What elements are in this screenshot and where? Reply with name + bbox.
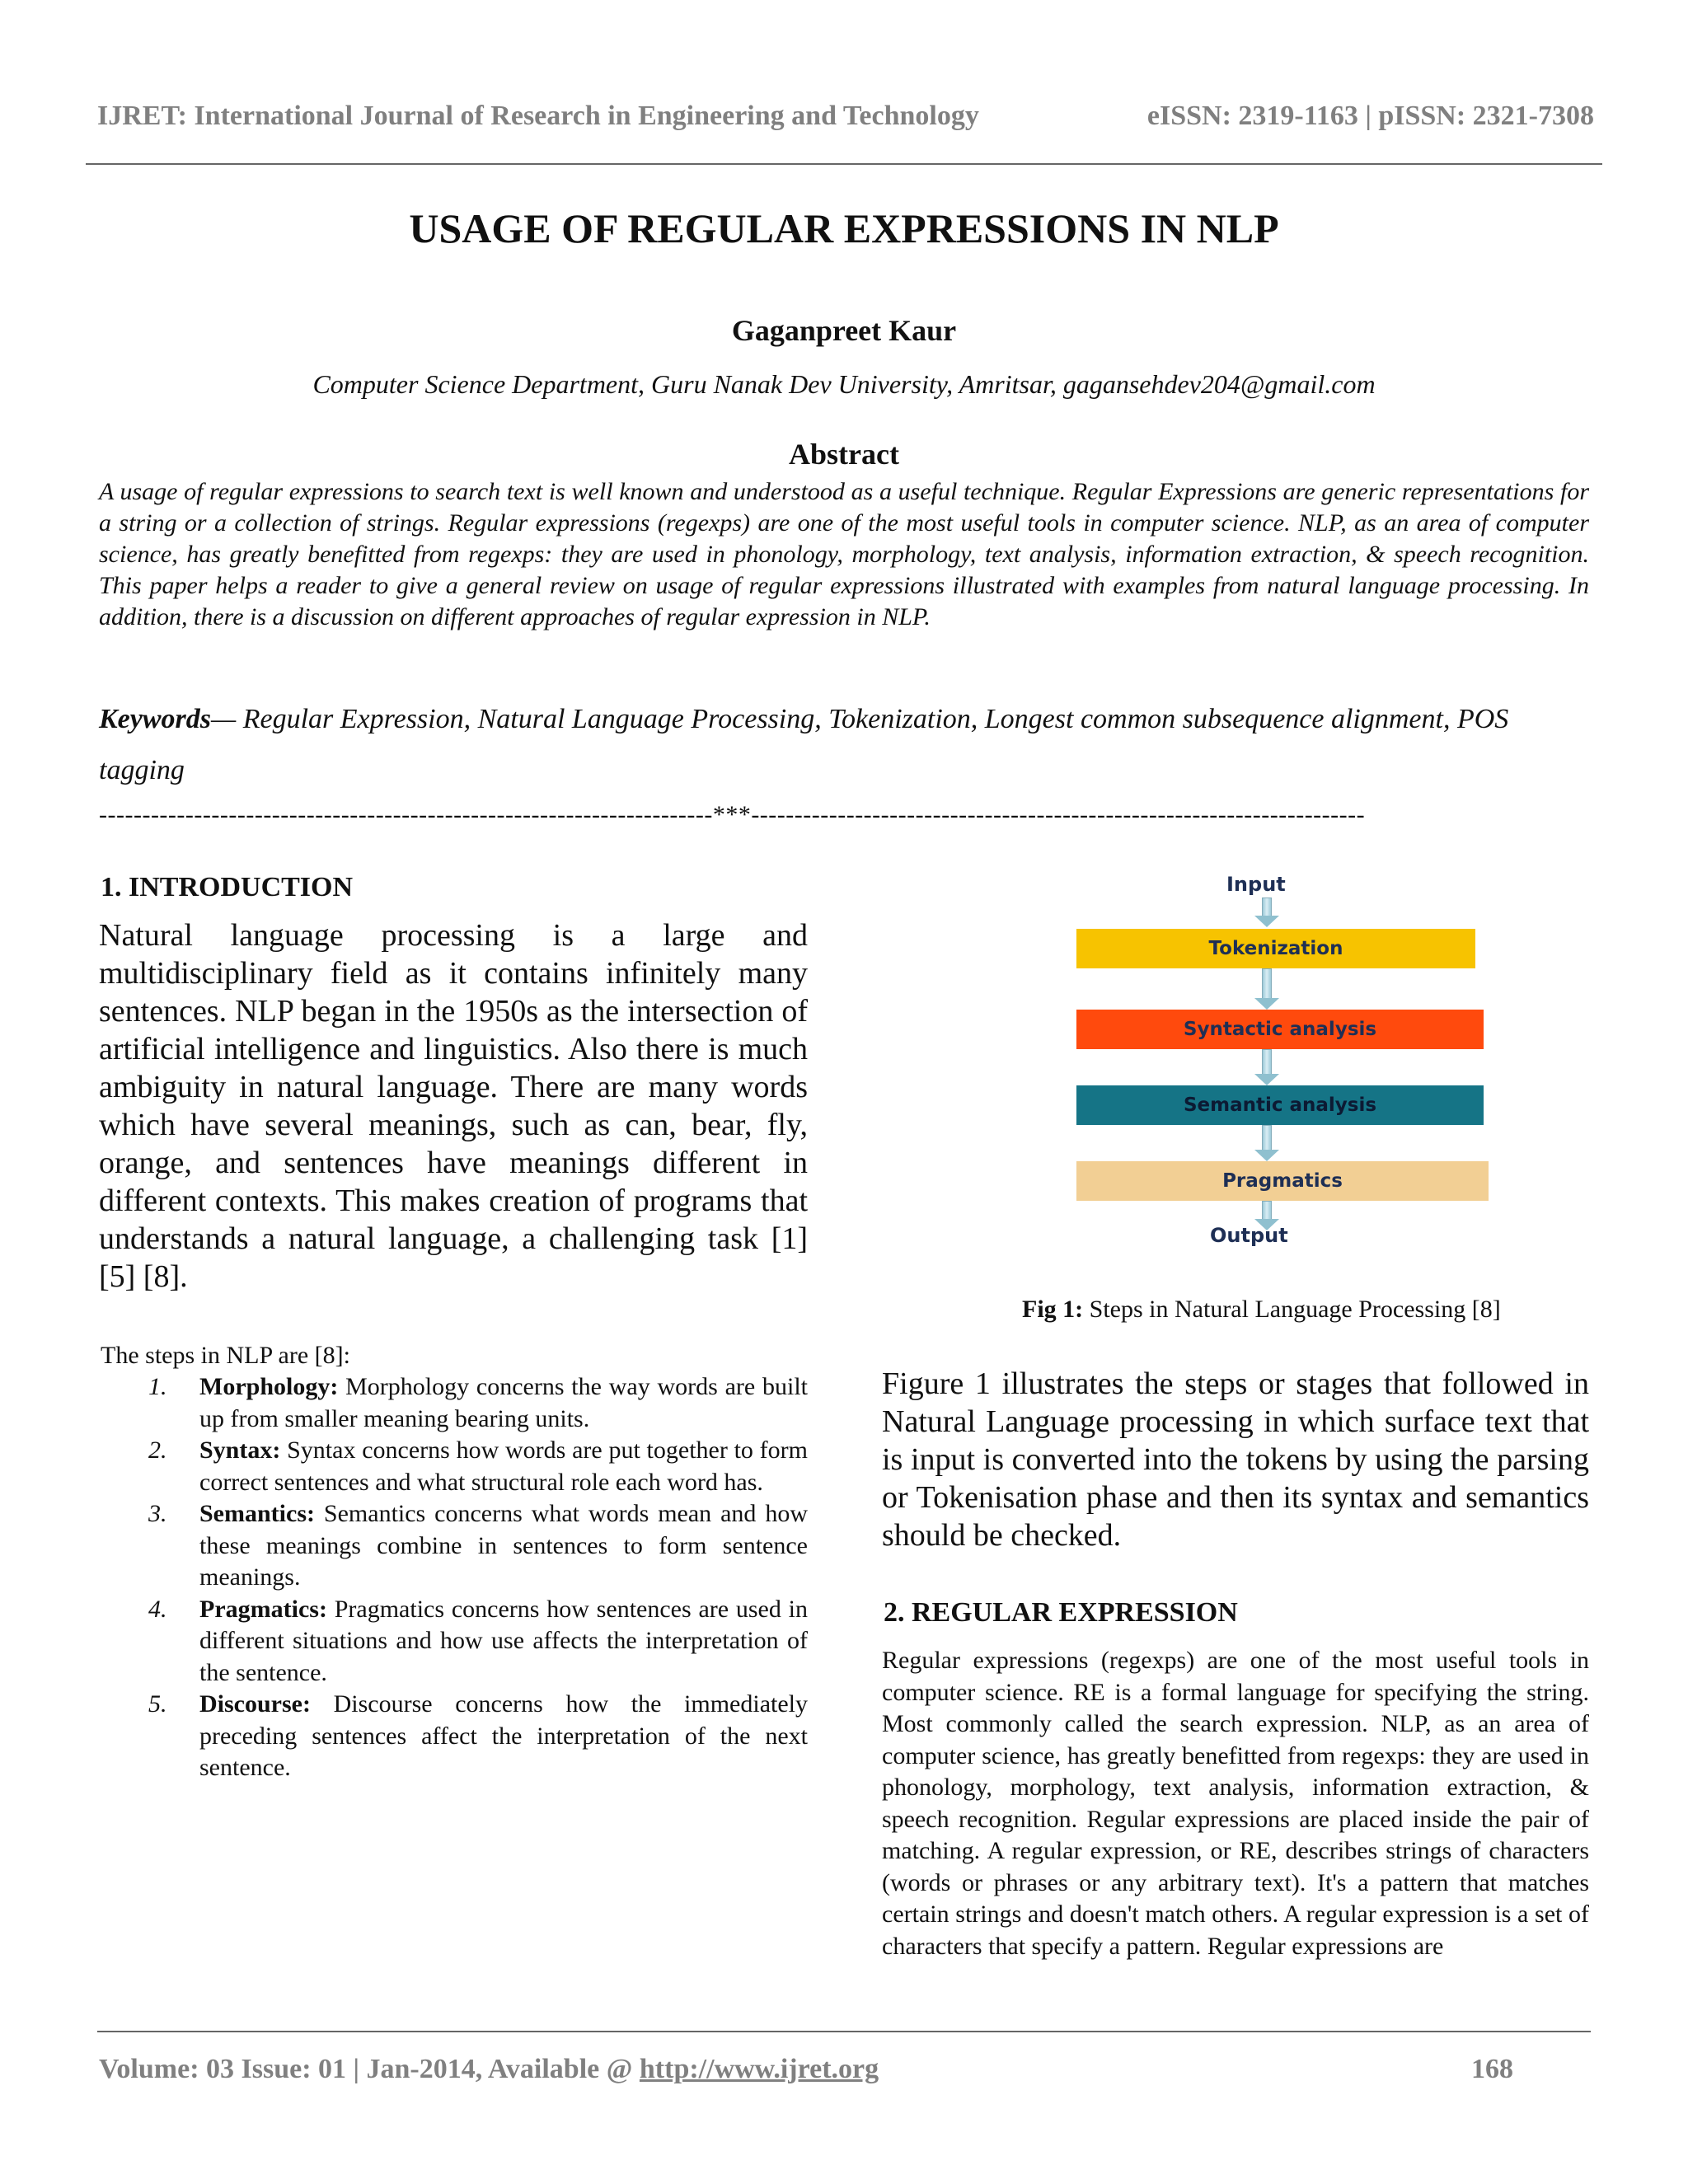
section-heading-introduction: 1. INTRODUCTION <box>101 872 354 902</box>
stage-syntactic-analysis: Syntactic analysis <box>1076 1010 1484 1049</box>
steps-intro: The steps in NLP are [8]: <box>101 1342 350 1369</box>
introduction-paragraph: Natural language processing is a large and multidisciplinary field as it contains infinitely many sentences. NLP began in the 1950s as the intersection of artificial intelligence and linguistics. Also there is much ambiguity in natural language. There are many words which have several meanings, such as can, bear, fly, orange, and sentences have meanings different in different contexts. This makes creation of programs that understands a natural language, a challenging task [1] [5] [8]. <box>99 918 808 1294</box>
list-item: 4. Pragmatics: Pragmatics concerns how sentences are used in different situations and how use affects the interpretation of the sentence. <box>148 1595 808 1686</box>
nlp-steps-list <box>148 1371 808 1784</box>
nlp-pipeline-figure <box>1071 869 1500 1257</box>
journal-name: IJRET: International Journal of Research in Engineering and Technology <box>97 101 979 131</box>
paper-title: USAGE OF REGULAR EXPRESSIONS IN NLP <box>409 205 1279 251</box>
keywords-dash: — <box>211 704 243 734</box>
keywords-text: Regular Expression, Natural Language Processing, Tokenization, Longest common subsequence alignment, POS tagging <box>99 704 1509 785</box>
stage-semantic-analysis: Semantic analysis <box>1076 1085 1484 1125</box>
keywords <box>99 694 1589 796</box>
author-affiliation: Computer Science Department, Guru Nanak Dev University, Amritsar, gagansehdev204@gmail.com <box>312 369 1376 399</box>
abstract-heading: Abstract <box>789 438 899 471</box>
stage-pragmatics: Pragmatics <box>1076 1161 1489 1201</box>
list-item: 1. Morphology: Morphology concerns the way words are built up from smaller meaning bearing units. <box>148 1373 808 1432</box>
list-item: 2. Syntax: Syntax concerns how words are put together to form correct sentences and what structural role each word has. <box>148 1436 808 1496</box>
issn: eISSN: 2319-1163 | pISSN: 2321-7308 <box>1146 101 1594 131</box>
regular-expression-paragraph: Regular expressions (regexps) are one of the most useful tools in computer science. RE is a formal language for specifying the string. Most commonly called the search expression. NLP, as an area of computer science, has greatly benefitted from regexps: they are used in phonology, morphology, text analysis, information extraction, & speech recognition. Regular expressions are placed inside the pair of matching. A regular expression, or RE, describes strings of characters (words or phrases or any arbitrary text). It's a pattern that matches certain strings and doesn't match others. A regular expression is a set of characters that specify a pattern. Regular expressions are <box>882 1647 1589 1960</box>
section-heading-regular-expression: 2. REGULAR EXPRESSION <box>884 1597 1238 1628</box>
list-item: 5. Discourse: Discourse concerns how the immediately preceding sentences affect the interpretation of the next sentence. <box>148 1690 808 1781</box>
down-arrow-icon <box>1258 968 1276 1011</box>
down-arrow-icon <box>1258 898 1276 927</box>
running-footer <box>99 2054 1513 2085</box>
figure-caption: Fig 1: Steps in Natural Language Processing [8] <box>1022 1296 1501 1323</box>
journal-url-link[interactable]: http://www.ijret.org <box>639 2054 879 2084</box>
figure-output-label: Output <box>1210 1224 1288 1247</box>
figure-input-label: Input <box>1226 873 1286 896</box>
author-name: Gaganpreet Kaur <box>731 314 957 347</box>
down-arrow-icon <box>1258 1049 1276 1087</box>
section-divider: -----------------------------------------------------------------------***----------------------------------------------------------------------- <box>99 801 1366 828</box>
figure-description-paragraph: Figure 1 illustrates the steps or stages that followed in Natural Language processing in which surface text that is input is converted into the tokens by using the parsing or Tokenisation phase and then its syntax and semantics should be checked. <box>882 1366 1589 1553</box>
page-number: 168 <box>1471 2054 1513 2084</box>
stage-tokenization: Tokenization <box>1076 929 1475 968</box>
footer-volume: Volume: 03 Issue: 01 | Jan-2014, Available @ <box>99 2054 640 2084</box>
keywords-label: Keywords <box>99 704 211 734</box>
down-arrow-icon <box>1258 1125 1276 1163</box>
list-item: 3. Semantics: Semantics concerns what words mean and how these meanings combine in sentences to form sentence meanings. <box>148 1500 808 1591</box>
footer-rule <box>97 2031 1591 2032</box>
header-rule <box>86 163 1602 165</box>
running-header <box>97 101 1594 132</box>
abstract-text: A usage of regular expressions to search text is well known and understood as a useful technique. Regular Expressions are generic representations for a string or a collection of strings. Regular expressions (regexps) are one of the most useful tools in computer science. NLP, as an area of computer science, has greatly benefitted from regexps: they are used in phonology, morphology, text analysis, information extraction, & speech recognition. This paper helps a reader to give a general review on usage of regular expressions illustrated with examples from natural language processing. In addition, there is a discussion on different approaches of regular expression in NLP. <box>99 478 1589 630</box>
